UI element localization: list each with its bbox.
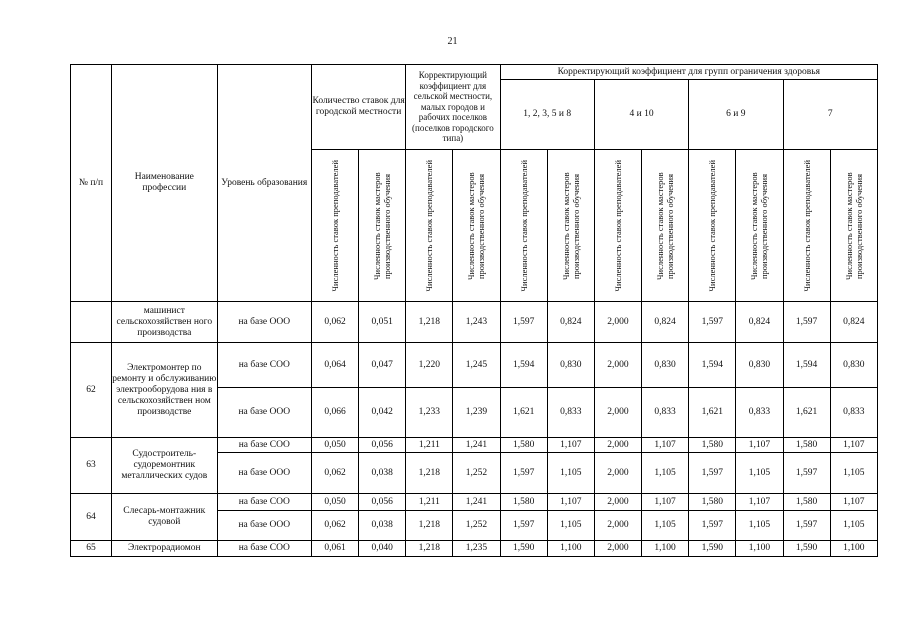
value-cell: 1,597 — [689, 511, 736, 541]
profession-name: Электромонтер по ремонту и обслуживанию электрооборудова ния в сельскохозяйствен ном производстве — [112, 343, 218, 438]
value-cell: 1,220 — [406, 343, 453, 388]
value-cell: 1,597 — [500, 453, 547, 494]
header-col-teachers: Численность ставок преподавателей — [500, 150, 547, 302]
value-cell: 0,050 — [311, 438, 358, 453]
header-col-masters: Численность ставок мастеров производственного обучения — [453, 150, 500, 302]
header-col-teachers: Численность ставок преподавателей — [689, 150, 736, 302]
table-row — [71, 541, 878, 557]
page-number: 21 — [447, 36, 458, 47]
value-cell: 1,107 — [830, 438, 877, 453]
header-profession: Наименование профессии — [112, 65, 218, 302]
value-cell: 1,621 — [500, 388, 547, 438]
value-cell: 0,833 — [830, 388, 877, 438]
header-rural-group: Корректирующий коэффициент для сельской местности, малых городов и рабочих поселков (поселков городского типа) — [406, 65, 500, 150]
value-cell: 0,061 — [311, 541, 358, 557]
value-cell: 1,252 — [453, 453, 500, 494]
value-cell: 2,000 — [594, 343, 641, 388]
row-number: 62 — [71, 343, 112, 438]
value-cell: 1,105 — [547, 511, 594, 541]
value-cell: 0,824 — [736, 302, 783, 343]
value-cell: 1,597 — [500, 511, 547, 541]
value-cell: 1,580 — [500, 438, 547, 453]
value-cell: 0,038 — [359, 511, 406, 541]
value-cell: 1,241 — [453, 438, 500, 453]
row-number: 64 — [71, 494, 112, 541]
value-cell: 0,047 — [359, 343, 406, 388]
table-row — [71, 343, 878, 388]
value-cell: 1,107 — [830, 494, 877, 511]
value-cell: 1,590 — [689, 541, 736, 557]
value-cell: 1,597 — [783, 511, 830, 541]
header-col-masters: Численность ставок мастеров производственного обучения — [359, 150, 406, 302]
value-cell: 0,833 — [547, 388, 594, 438]
value-cell: 1,211 — [406, 494, 453, 511]
value-cell: 0,824 — [642, 302, 689, 343]
value-cell: 1,597 — [689, 302, 736, 343]
value-cell: 0,050 — [311, 494, 358, 511]
value-cell: 1,107 — [736, 438, 783, 453]
value-cell: 1,590 — [783, 541, 830, 557]
header-col-masters: Численность ставок мастеров производственного обучения — [642, 150, 689, 302]
value-cell: 1,594 — [783, 343, 830, 388]
value-cell: 2,000 — [594, 453, 641, 494]
value-cell: 1,621 — [689, 388, 736, 438]
header-col-masters: Численность ставок мастеров производственного обучения — [547, 150, 594, 302]
value-cell: 1,105 — [830, 453, 877, 494]
profession-name: Слесарь-монтажник судовой — [112, 494, 218, 541]
value-cell: 2,000 — [594, 494, 641, 511]
value-cell: 1,100 — [547, 541, 594, 557]
header-col-masters: Численность ставок мастеров производственного обучения — [736, 150, 783, 302]
value-cell: 1,245 — [453, 343, 500, 388]
value-cell: 1,590 — [500, 541, 547, 557]
value-cell: 1,107 — [547, 494, 594, 511]
row-number: 63 — [71, 438, 112, 494]
value-cell: 1,233 — [406, 388, 453, 438]
value-cell: 0,830 — [642, 343, 689, 388]
value-cell: 1,218 — [406, 302, 453, 343]
profession-name: машинист сельскохозяйствен ного производства — [112, 302, 218, 343]
header-col-teachers: Численность ставок преподавателей — [594, 150, 641, 302]
value-cell: 1,105 — [642, 511, 689, 541]
value-cell: 2,000 — [594, 302, 641, 343]
education-level: на базе ООО — [217, 388, 311, 438]
value-cell: 1,107 — [642, 438, 689, 453]
value-cell: 0,040 — [359, 541, 406, 557]
value-cell: 0,062 — [311, 511, 358, 541]
value-cell: 0,830 — [736, 343, 783, 388]
value-cell: 0,062 — [311, 302, 358, 343]
value-cell: 0,056 — [359, 438, 406, 453]
value-cell: 1,100 — [736, 541, 783, 557]
value-cell: 1,594 — [689, 343, 736, 388]
value-cell: 1,597 — [500, 302, 547, 343]
header-city-group: Количество ставок для городской местности — [311, 65, 405, 150]
value-cell: 0,830 — [830, 343, 877, 388]
value-cell: 1,105 — [736, 453, 783, 494]
education-level: на базе СОО — [217, 494, 311, 511]
value-cell: 1,107 — [642, 494, 689, 511]
header-num: № п/п — [71, 65, 112, 302]
education-level: на базе СОО — [217, 438, 311, 453]
value-cell: 1,252 — [453, 511, 500, 541]
value-cell: 1,239 — [453, 388, 500, 438]
value-cell: 1,580 — [783, 438, 830, 453]
value-cell: 1,218 — [406, 541, 453, 557]
table-row — [71, 302, 878, 343]
value-cell: 2,000 — [594, 541, 641, 557]
value-cell: 0,824 — [547, 302, 594, 343]
value-cell: 0,062 — [311, 453, 358, 494]
value-cell: 1,597 — [783, 302, 830, 343]
value-cell: 1,580 — [689, 438, 736, 453]
value-cell: 0,042 — [359, 388, 406, 438]
value-cell: 1,100 — [642, 541, 689, 557]
table-row — [71, 494, 878, 511]
header-health-sub-2: 4 и 10 — [594, 80, 688, 150]
value-cell: 1,105 — [830, 511, 877, 541]
value-cell: 0,051 — [359, 302, 406, 343]
value-cell: 1,218 — [406, 511, 453, 541]
value-cell: 2,000 — [594, 511, 641, 541]
value-cell: 1,107 — [547, 438, 594, 453]
header-col-teachers: Численность ставок преподавателей — [783, 150, 830, 302]
education-level: на базе СОО — [217, 541, 311, 557]
value-cell: 1,243 — [453, 302, 500, 343]
value-cell: 1,235 — [453, 541, 500, 557]
coefficients-table — [70, 64, 878, 557]
value-cell: 1,241 — [453, 494, 500, 511]
value-cell: 1,107 — [736, 494, 783, 511]
value-cell: 1,580 — [689, 494, 736, 511]
header-col-teachers: Численность ставок преподавателей — [311, 150, 358, 302]
table-row — [71, 438, 878, 453]
value-cell: 1,100 — [830, 541, 877, 557]
value-cell: 1,105 — [642, 453, 689, 494]
header-education-level: Уровень образования — [217, 65, 311, 302]
value-cell: 1,105 — [547, 453, 594, 494]
value-cell: 1,105 — [736, 511, 783, 541]
header-health-sub-1: 1, 2, 3, 5 и 8 — [500, 80, 594, 150]
value-cell: 1,621 — [783, 388, 830, 438]
header-health-group: Корректирующий коэффициент для групп ограничения здоровья — [500, 65, 877, 80]
value-cell: 0,038 — [359, 453, 406, 494]
education-level: на базе ООО — [217, 511, 311, 541]
profession-name: Электрорадиомон — [112, 541, 218, 557]
value-cell: 0,066 — [311, 388, 358, 438]
header-health-sub-4: 7 — [783, 80, 878, 150]
value-cell: 1,597 — [783, 453, 830, 494]
value-cell: 2,000 — [594, 438, 641, 453]
value-cell: 2,000 — [594, 388, 641, 438]
value-cell: 0,833 — [642, 388, 689, 438]
education-level: на базе СОО — [217, 343, 311, 388]
education-level: на базе ООО — [217, 302, 311, 343]
value-cell: 1,211 — [406, 438, 453, 453]
row-number — [71, 302, 112, 343]
header-col-teachers: Численность ставок преподавателей — [406, 150, 453, 302]
value-cell: 1,594 — [500, 343, 547, 388]
header-col-masters: Численность ставок мастеров производственного обучения — [830, 150, 877, 302]
value-cell: 0,833 — [736, 388, 783, 438]
row-number: 65 — [71, 541, 112, 557]
value-cell: 1,580 — [500, 494, 547, 511]
education-level: на базе ООО — [217, 453, 311, 494]
value-cell: 0,824 — [830, 302, 877, 343]
value-cell: 1,580 — [783, 494, 830, 511]
value-cell: 0,064 — [311, 343, 358, 388]
value-cell: 1,218 — [406, 453, 453, 494]
value-cell: 0,830 — [547, 343, 594, 388]
header-health-sub-3: 6 и 9 — [689, 80, 783, 150]
value-cell: 0,056 — [359, 494, 406, 511]
profession-name: Судостроитель-судоремонтник металлических судов — [112, 438, 218, 494]
value-cell: 1,597 — [689, 453, 736, 494]
